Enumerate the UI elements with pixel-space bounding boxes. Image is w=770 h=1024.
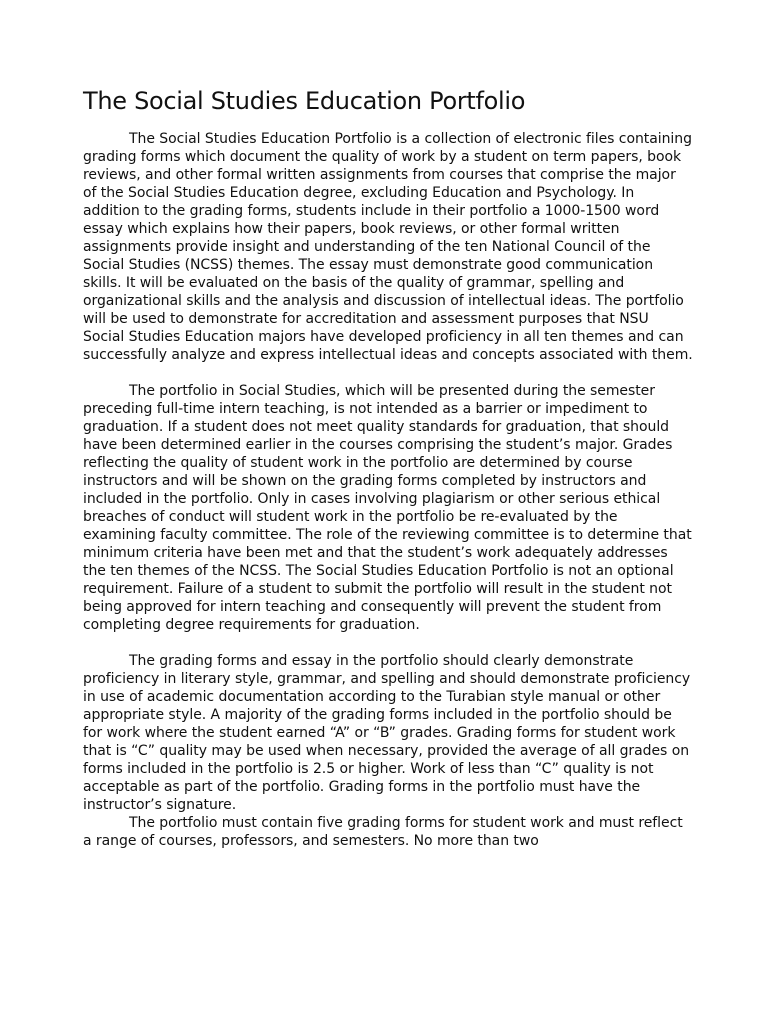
paragraph-presentation: The portfolio in Social Studies, which will be presented during the semester preceding full-time intern teaching, is not intended as a barrier or impediment to graduation. If a student does not meet quality standards for graduation, that should have been determined earlier in the courses comprising the student’s major. Grades reflecting the quality of student work in the portfolio are determined by course instructors and will be shown on the grading forms completed by instructors and included in the portfolio. Only in cases involving plagiarism or other serious ethical breaches of conduct will student work in the portfolio be re-evaluated by the examining faculty committee. The role of the reviewing committee is to determine that minimum criteria have been met and that the student’s work adequately addresses the ten themes of the NCSS. The Social Studies Education Portfolio is not an optional requirement. Failure of a student to submit the portfolio will result in the student not being approved for intern teaching and consequently will prevent the student from completing degree requirements for graduation. (83, 383, 692, 633)
paragraph-contents: The portfolio must contain five grading forms for student work and must reflect a range of courses, professors, and semesters. No more than two (83, 815, 683, 849)
paragraph-spacer (83, 364, 693, 382)
paragraph-overview: The Social Studies Education Portfolio is a collection of electronic files containing grading forms which document the quality of work by a student on term papers, book reviews, and other formal written assignments from courses that comprise the major of the Social Studies Education degree, excluding Education and Psychology. In addition to the grading forms, students include in their portfolio a 1000-1500 word essay which explains how their papers, book reviews, or other formal written assignments provide insight and understanding of the ten National Council of the Social Studies (NCSS) themes. The essay must demonstrate good communication skills. It will be evaluated on the basis of the quality of grammar, spelling and organizational skills and the analysis and discussion of intellectual ideas. The portfolio will be used to demonstrate for accreditation and assessment purposes that NSU Social Studies Education majors have developed proficiency in all ten themes and can successfully analyze and express intellectual ideas and concepts associated with them. (83, 131, 693, 363)
paragraph-spacer (83, 634, 693, 652)
document-page (83, 84, 693, 850)
document-title: The Social Studies Education Portfolio (83, 87, 526, 115)
paragraph-grading-forms: The grading forms and essay in the portfolio should clearly demonstrate proficiency in literary style, grammar, and spelling and should demonstrate proficiency in use of academic documentation according to the Turabian style manual or other appropriate style. A majority of the grading forms included in the portfolio should be for work where the student earned “A” or “B” grades. Grading forms for student work that is “C” quality may be used when necessary, provided the average of all grades on forms included in the portfolio is 2.5 or higher. Work of less than “C” quality is not acceptable as part of the portfolio. Grading forms in the portfolio must have the instructor’s signature. (83, 653, 691, 813)
